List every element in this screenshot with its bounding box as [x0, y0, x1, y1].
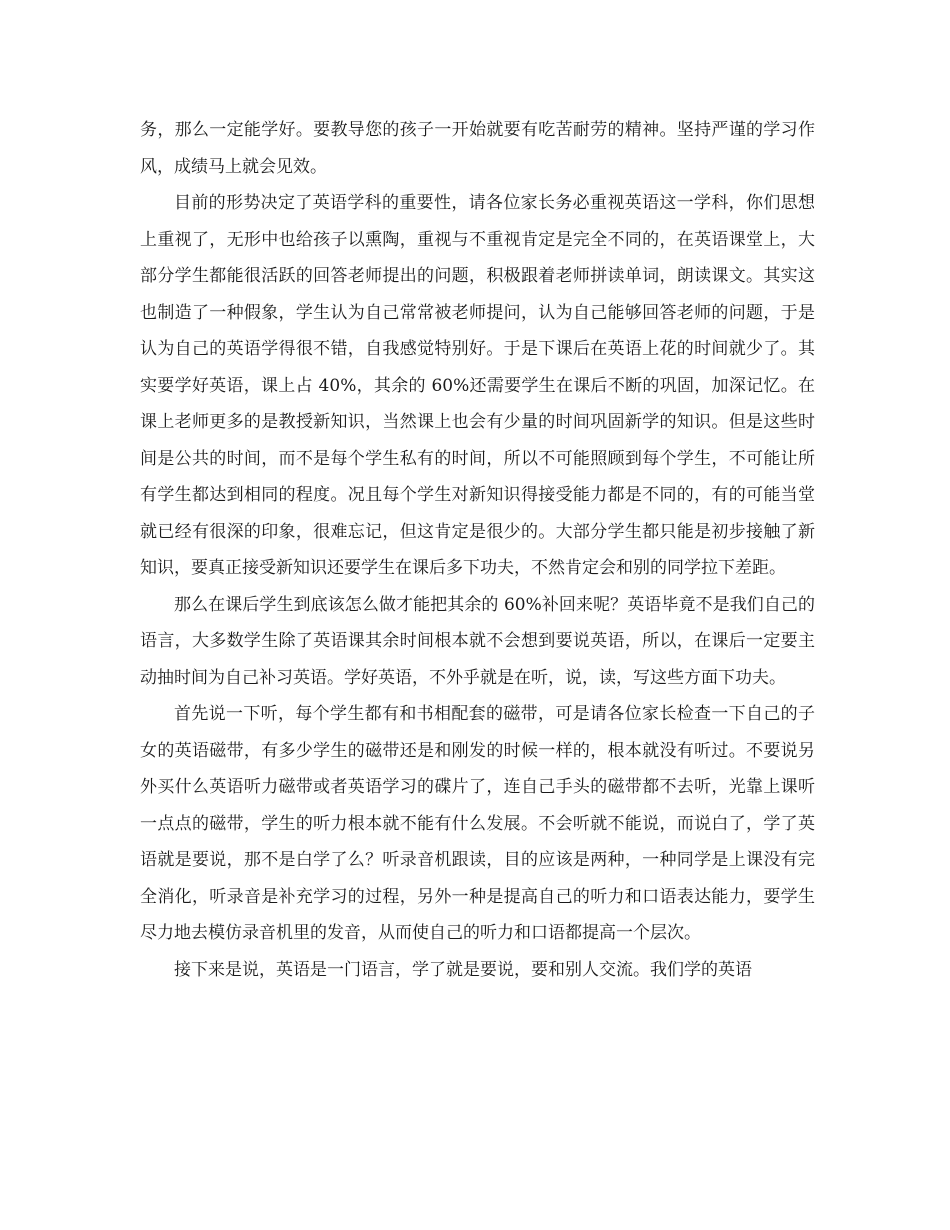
paragraph-listening: 首先说一下听，每个学生都有和书相配套的磁带，可是请各位家长检查一下自己的子女的英语磁带，有多少学生的磁带还是和刚发的时候一样的，根本就没有听过。不要说另外买什么英语听力磁带或者英语学习的碟片了，连自己手头的磁带都不去听，光靠上课听一点点的磁带，学生的听力根本就不能有什么发展。不会听就不能说，而说白了，学了英语就是要说，那不是白学了么？听录音机跟读，目的应该是两种，一种同学是上课没有完全消化，听录音是补充学习的过程，另外一种是提高自己的听力和口语表达能力，要学生尽力地去模仿录音机里的发音，从而使自己的听力和口语都提高一个层次。: [140, 704, 815, 943]
paragraph-continuation: 务，那么一定能学好。要教导您的孩子一开始就要有吃苦耐劳的精神。坚持严谨的学习作风，成绩马上就会见效。: [140, 120, 815, 177]
paragraph-after-class-study: 那么在课后学生到底该怎么做才能把其余的 60%补回来呢？英语毕竟不是我们自己的语言，大多数学生除了英语课其余时间根本就不会想到要说英语，所以，在课后一定要主动抽时间为自己补习英语。学好英语，不外乎就是在听，说，读，写这些方面下功夫。: [140, 594, 815, 688]
document-body: [140, 112, 815, 988]
paragraph-speaking: 接下来是说，英语是一门语言，学了就是要说，要和别人交流。我们学的英语: [174, 959, 752, 980]
paragraph-english-importance: 目前的形势决定了英语学科的重要性，请各位家长务必重视英语这一学科，你们思想上重视了，无形中也给孩子以熏陶，重视与不重视肯定是完全不同的，在英语课堂上，大部分学生都能很活跃的回答老师提出的问题，积极跟着老师拼读单词，朗读课文。其实这也制造了一种假象，学生认为自己常常被老师提问，认为自己能够回答老师的问题，于是认为自己的英语学得很不错，自我感觉特别好。于是下课后在英语上花的时间就少了。其实要学好英语，课上占 40%，其余的 60%还需要学生在课后不断的巩固，加深记忆。在课上老师更多的是教授新知识，当然课上也会有少量的时间巩固新学的知识。但是这些时间是公共的时间，而不是每个学生私有的时间，所以不可能照顾到每个学生，不可能让所有学生都达到相同的程度。况且每个学生对新知识得接受能力都是不同的，有的可能当堂就已经有很深的印象，很难忘记，但这肯定是很少的。大部分学生都只能是初步接触了新知识，要真正接受新知识还要学生在课后多下功夫，不然肯定会和别的同学拉下差距。: [140, 193, 815, 578]
